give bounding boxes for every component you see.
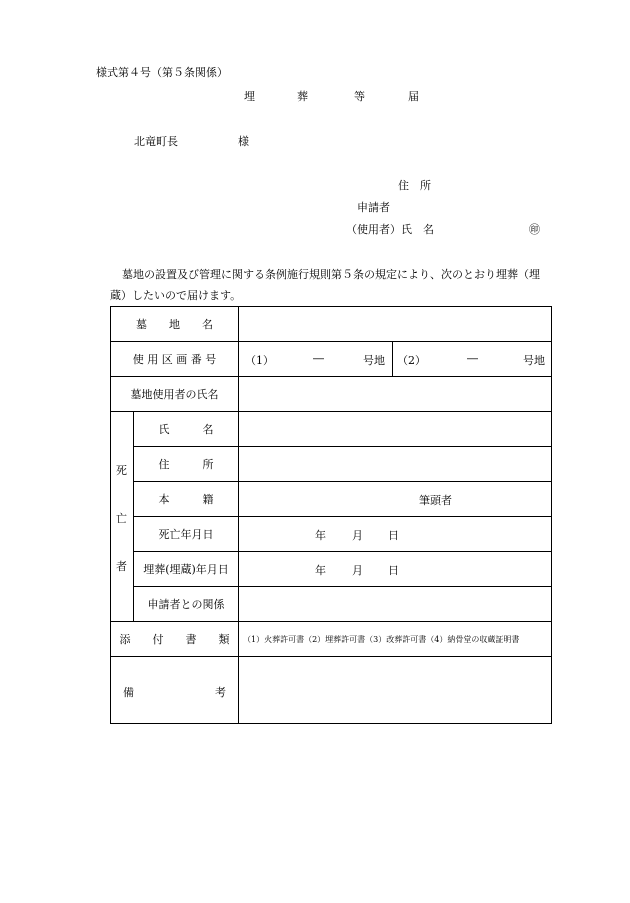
title-char-4: 届 — [408, 90, 419, 103]
remarks-field[interactable] — [239, 657, 552, 723]
household-head-label: 筆頭者 — [419, 494, 452, 507]
user-name-label: 墓地使用者の氏名 — [130, 388, 219, 401]
lot1-prefix: （1） — [245, 354, 274, 367]
lot-number-field-2[interactable] — [393, 342, 552, 376]
remarks-label-right: 考 — [215, 686, 226, 699]
title-char-2: 葬 — [297, 90, 308, 103]
death-day-label: 日 — [388, 529, 399, 542]
deceased-group-char-1: 死 — [116, 464, 127, 477]
lot2-dash: ― — [467, 352, 478, 365]
deceased-group-char-2: 亡 — [116, 512, 127, 525]
user-name-field[interactable] — [239, 377, 552, 411]
address-label: 住 所 — [398, 179, 431, 192]
lot-number-field-1[interactable] — [239, 342, 392, 376]
intro-line-1: 墓地の設置及び管理に関する条例施行規則第５条の規定により、次のとおり埋葬（埋 — [122, 268, 540, 281]
user-label: （使用者） — [346, 223, 401, 236]
burial-day-label: 日 — [388, 564, 399, 577]
burial-month-label: 月 — [352, 564, 363, 577]
deceased-group-char-3: 者 — [116, 560, 127, 573]
attachments-value: （1）火葬許可書（2）埋葬許可書（3）改葬許可書（4）納骨堂の収蔵証明書 — [243, 634, 520, 644]
lot2-prefix: （2） — [397, 354, 426, 367]
addressee-name: 北竜町長 — [134, 135, 178, 148]
death-year-label: 年 — [315, 529, 326, 542]
lot2-suffix: 号地 — [523, 354, 545, 367]
form-number: 様式第４号（第５条関係） — [96, 66, 228, 79]
lot-number-label: 使 用 区 画 番 号 — [132, 353, 217, 366]
death-date-label: 死亡年月日 — [158, 528, 214, 541]
remarks-label-left: 備 — [123, 686, 134, 699]
burial-form-table — [110, 306, 552, 724]
lot1-dash: ― — [313, 352, 324, 365]
name-label: 氏 名 — [401, 223, 434, 236]
title-char-3: 等 — [354, 90, 365, 103]
title-char-1: 埋 — [244, 90, 255, 103]
addressee-honorific: 様 — [238, 135, 249, 148]
deceased-address-field[interactable] — [239, 447, 552, 481]
burial-year-label: 年 — [315, 564, 326, 577]
death-date-field[interactable] — [239, 517, 552, 551]
lot1-suffix: 号地 — [363, 354, 385, 367]
burial-date-label: 埋葬(埋蔵)年月日 — [143, 563, 229, 576]
seal-mark: ㊞ — [529, 223, 540, 236]
attachments-label: 添 付 書 類 — [119, 633, 230, 646]
cemetery-name-label: 墓 地 名 — [136, 318, 213, 331]
relation-label: 申請者との関係 — [147, 598, 225, 611]
intro-line-2: 蔵）したいので届けます。 — [110, 289, 242, 302]
death-month-label: 月 — [352, 529, 363, 542]
deceased-name-field[interactable] — [239, 412, 552, 446]
domicile-label: 本 籍 — [158, 493, 214, 506]
deceased-name-label: 氏 名 — [158, 423, 214, 436]
deceased-address-label: 住 所 — [158, 458, 214, 471]
relation-field[interactable] — [239, 587, 552, 621]
cemetery-name-field[interactable] — [239, 307, 552, 341]
burial-date-field[interactable] — [239, 552, 552, 586]
domicile-field[interactable] — [239, 482, 552, 516]
applicant-label: 申請者 — [357, 201, 390, 214]
